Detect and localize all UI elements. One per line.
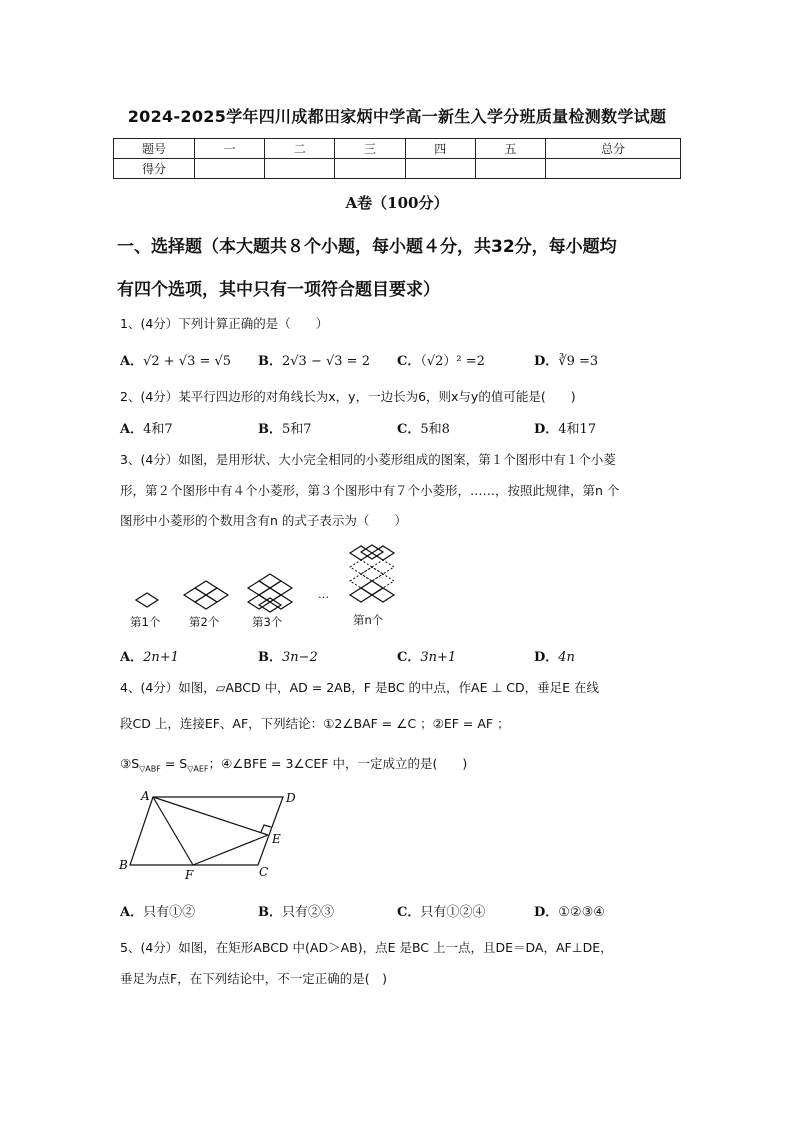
option-text: 2n+1 — [143, 650, 179, 665]
segment-ae — [153, 797, 268, 835]
q4-stem-line3 — [120, 754, 680, 774]
header-cell: 三 — [335, 139, 405, 159]
option-label: C． — [397, 354, 421, 369]
q4-line3-sub2: ▽AEF — [187, 764, 209, 774]
q4-option-b[interactable] — [258, 901, 334, 920]
rhombus — [195, 595, 217, 609]
rhombus — [361, 545, 383, 559]
q3-fig-label-1: 第1个 — [130, 615, 161, 629]
option-label: B． — [258, 422, 282, 437]
q3-stem-line3: 图形中小菱形的个数用含有n 的式子表示为（ ） — [120, 513, 407, 528]
option-label: B． — [258, 650, 282, 665]
option-text: 4n — [558, 650, 575, 665]
header-cell: 五 — [475, 139, 545, 159]
option-text: 3n+1 — [420, 650, 457, 665]
option-text: 3n−2 — [282, 650, 318, 665]
rhombus — [195, 581, 217, 595]
q2-option-a[interactable] — [120, 418, 173, 437]
q3-ellipsis: … — [318, 588, 329, 601]
option-text: ①②③④ — [558, 905, 605, 920]
option-text: 5和7 — [282, 422, 312, 437]
q2-option-c[interactable] — [397, 418, 450, 437]
option-label: A． — [120, 905, 144, 920]
q1-option-b[interactable] — [258, 350, 370, 369]
rhombus — [184, 588, 206, 602]
option-label: D． — [534, 354, 559, 369]
q4-line3-part-a: ③S — [120, 756, 140, 771]
score-table-header-row — [114, 139, 681, 159]
option-label: A． — [120, 650, 144, 665]
rhombus — [270, 595, 292, 609]
header-cell: 总分 — [546, 139, 681, 159]
parallelogram-abcd — [130, 797, 283, 865]
point-a: A — [141, 789, 150, 803]
q1-stem: 1、(4分）下列计算正确的是（ ） — [120, 316, 329, 331]
header-cell: 二 — [265, 139, 335, 159]
option-label: B． — [258, 905, 282, 920]
segment-ef — [193, 835, 268, 865]
q4-option-d[interactable] — [534, 901, 605, 920]
rhombus-dashed — [372, 574, 394, 588]
q5-stem-line1: 5、(4分）如图，在矩形ABCD 中(AD＞AB)，点E 是BC 上一点，且DE＝DA，AF⊥DE， — [120, 940, 613, 955]
q4-option-a[interactable] — [120, 901, 195, 920]
score-table-score-row — [114, 159, 681, 179]
point-b: B — [119, 858, 128, 872]
q2-option-b[interactable] — [258, 418, 312, 437]
score-cell[interactable] — [405, 159, 475, 179]
option-text: √2 + √3 = √5 — [143, 354, 232, 369]
rhombus — [259, 574, 281, 588]
q3-fig-label-2: 第2个 — [189, 615, 220, 629]
option-label: A． — [120, 422, 144, 437]
q4-line3-part-b: = S — [160, 756, 188, 771]
right-angle-mark — [261, 825, 271, 832]
rhombus — [259, 598, 281, 612]
header-cell: 题号 — [114, 139, 195, 159]
rhombus — [350, 588, 372, 602]
part1-heading-line1: 一、选择题（本大题共８个小题，每小题４分，共32分，每小题均 — [117, 237, 617, 257]
option-label: C． — [397, 905, 421, 920]
header-cell: 四 — [405, 139, 475, 159]
rhombus — [270, 581, 292, 595]
q3-option-a[interactable] — [120, 646, 179, 665]
rhombus — [206, 588, 228, 602]
q5-stem-line2: 垂足为点F，在下列结论中，不一定正确的是( ) — [120, 971, 387, 986]
rhombus-dashed — [361, 567, 383, 581]
part1-heading-line2: 有四个选项，其中只有一项符合题目要求） — [117, 280, 440, 300]
row-label: 得分 — [114, 159, 195, 179]
option-text: 4和7 — [143, 422, 173, 437]
score-cell[interactable] — [335, 159, 405, 179]
q3-stem-line2: 形，第２个图形中有４个小菱形，第３个图形中有７个小菱形，……，按照此规律，第n 个 — [120, 483, 620, 498]
option-label: D． — [534, 422, 559, 437]
option-text: 只有②③ — [282, 905, 335, 920]
option-label: B． — [258, 354, 282, 369]
option-label: C． — [397, 650, 421, 665]
q1-option-d[interactable] — [534, 350, 598, 369]
option-label: D． — [534, 650, 559, 665]
option-label: D． — [534, 905, 559, 920]
section-a-heading: A卷（100分） — [345, 194, 449, 212]
option-text: ∛9 =3 — [558, 354, 599, 369]
rhombus — [136, 593, 158, 607]
option-text: 4和17 — [558, 422, 597, 437]
rhombus-dashed — [372, 560, 394, 574]
q4-parallelogram-figure — [115, 785, 315, 885]
rhombus — [372, 588, 394, 602]
q3-stem-line1: 3、(4分）如图，是用形状、大小完全相同的小菱形组成的图案，第１个图形中有１个小菱 — [120, 452, 616, 467]
q3-option-b[interactable] — [258, 646, 318, 665]
segment-af — [153, 797, 193, 865]
rhombus — [361, 581, 383, 595]
score-cell[interactable] — [195, 159, 265, 179]
q3-fig-label-3: 第3个 — [252, 615, 283, 629]
score-cell[interactable] — [265, 159, 335, 179]
q3-option-d[interactable] — [534, 646, 575, 665]
q4-line3-part-c: ；④∠BFE = 3∠CEF 中，一定成立的是( ) — [208, 756, 468, 771]
q3-option-c[interactable] — [397, 646, 456, 665]
option-label: A． — [120, 354, 144, 369]
point-e: E — [272, 832, 281, 846]
score-cell[interactable] — [546, 159, 681, 179]
q4-line3-sub1: ▽ABF — [139, 764, 161, 774]
rhombus — [350, 546, 372, 560]
point-d: D — [286, 791, 296, 805]
point-f: F — [185, 868, 194, 882]
q4-stem-line2: 段CD 上，连接EF、AF，下列结论：①2∠BAF = ∠C ；②EF = AF ； — [120, 716, 510, 731]
rhombus-dashed — [350, 560, 372, 574]
option-text: 只有①②④ — [420, 905, 486, 920]
page-title: 2024-2025学年四川成都田家炳中学高一新生入学分班质量检测数学试题 — [127, 107, 667, 126]
score-table — [113, 138, 681, 179]
q3-fig-label-n: 第n个 — [353, 613, 384, 627]
rhombus — [248, 581, 270, 595]
rhombus — [248, 595, 270, 609]
option-text: （√2）² =2 — [420, 354, 485, 369]
point-c: C — [259, 865, 269, 879]
q2-option-d[interactable] — [534, 418, 596, 437]
header-cell: 一 — [195, 139, 265, 159]
rhombus — [372, 546, 394, 560]
q4-option-c[interactable] — [397, 901, 485, 920]
q3-figure-n — [345, 541, 405, 611]
option-text: 5和8 — [420, 422, 450, 437]
option-text: 只有①② — [143, 905, 196, 920]
q1-option-a[interactable] — [120, 350, 231, 369]
q4-stem-line1: 4、(4分）如图，▱ABCD 中，AD = 2AB，F 是BC 的中点，作AE ⊥ CD，垂足E 在线 — [120, 680, 600, 695]
option-text: 2√3 − √3 = 2 — [282, 354, 370, 369]
q1-option-c[interactable] — [397, 350, 485, 369]
option-label: C． — [397, 422, 421, 437]
rhombus — [259, 588, 281, 602]
rhombus-dashed — [350, 574, 372, 588]
q2-stem: 2、(4分）某平行四边形的对角线长为x，y，一边长为6，则x与y的值可能是( ) — [120, 389, 576, 404]
score-cell[interactable] — [475, 159, 545, 179]
